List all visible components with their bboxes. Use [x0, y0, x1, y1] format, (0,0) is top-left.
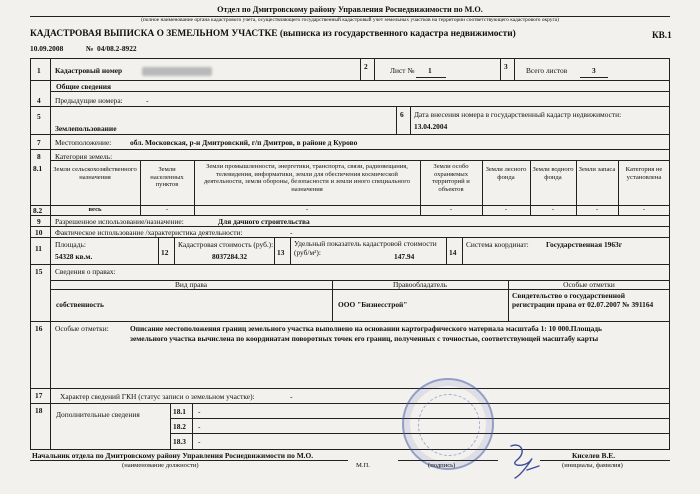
signature-caption: (подпись): [428, 462, 456, 469]
rights-notes-value: Свидетельство о государственной регистрации права от 02.07.2007 № 391164: [512, 291, 654, 309]
category-reserve: Земли запаса: [578, 166, 616, 173]
category-water: Земли водного фонда: [532, 166, 574, 181]
cadastral-value-label: Кадастровая стоимость (руб.):: [178, 240, 274, 249]
organization-name: Отдел по Дмитровскому району Управления Роснедвижимости по М.О.: [217, 5, 483, 14]
special-notes-label: Особые отметки:: [55, 324, 109, 333]
row-18-3-number: 18.3: [173, 437, 186, 446]
additional-info-label: Дополнительные сведения: [56, 410, 140, 419]
row-4-number: 4: [37, 96, 41, 105]
row-17-number: 17: [35, 391, 43, 400]
row-6-number: 6: [400, 110, 404, 119]
row-18-1-value: -: [198, 407, 201, 416]
row-10-number: 10: [35, 228, 43, 237]
row-16-number: 16: [35, 324, 43, 333]
row-14-number: 14: [449, 248, 457, 257]
row-5-number: 5: [37, 112, 41, 121]
location-label: Местоположение:: [55, 138, 112, 147]
cadastral-number-redacted: [142, 67, 212, 76]
rights-label: Сведения о правах:: [55, 267, 116, 276]
row-18-3-value: -: [198, 437, 201, 446]
number-column-divider: [50, 58, 51, 450]
cadastral-value: 8037284.32: [212, 252, 248, 261]
row-18-2-number: 18.2: [173, 422, 186, 431]
category-value-settlements: -: [165, 206, 169, 213]
rights-holder-header: Правообладатель: [392, 280, 448, 289]
document-title: КАДАСТРОВАЯ ВЫПИСКА О ЗЕМЕЛЬНОМ УЧАСТКЕ (выписка из государственного кадастра недвижимости): [30, 29, 516, 39]
category-protected: Земли особо охраняемых территорий и объектов: [432, 163, 470, 193]
document-number: 04/08.2-8922: [97, 44, 137, 53]
actual-use-label: Фактическое использование /характеристика деятельности:: [55, 228, 243, 237]
area-value: 54328 кв.м.: [55, 252, 93, 261]
general-info-heading: Общие сведения: [56, 82, 112, 91]
coordinate-system-label: Система координат:: [466, 240, 529, 249]
category-value-water: -: [551, 206, 555, 213]
area-label: Площадь:: [55, 240, 86, 249]
org-caption: (полное наименование органа кадастрового учета, осуществляющего государственный кадастровый учет земельных участков на территории соответствующего кадастрового округа): [141, 17, 559, 23]
row-12-number: 12: [161, 248, 169, 257]
row-13-number: 13: [277, 248, 285, 257]
location-value: обл. Московская, р-н Дмитровский, г/п Дмитров, в районе д Курово: [130, 138, 358, 147]
land-use-type: Землепользование: [55, 124, 117, 133]
category-value-forest: -: [504, 206, 508, 213]
rights-type-value: собственность: [56, 300, 104, 309]
land-category-label: Категория земель:: [55, 152, 113, 161]
position-caption: (наименование должности): [122, 462, 199, 469]
actual-use-value: -: [290, 228, 293, 237]
row-18-1-number: 18.1: [173, 407, 186, 416]
number-label: №: [86, 44, 94, 53]
row-2-number: 2: [364, 62, 368, 71]
category-settlements: Земли населенных пунктов: [150, 166, 184, 189]
previous-numbers-value: -: [146, 96, 149, 105]
coordinate-system-value: Государственная 1963г: [546, 240, 623, 249]
unit-value-label: Удельный показатель кадастровой стоимости (руб/м²):: [294, 239, 437, 257]
row-3-number: 3: [504, 62, 508, 71]
form-code: КВ.1: [652, 30, 672, 40]
row-8-2-number: 8.2: [33, 206, 43, 215]
category-not-set: Категория не установлена: [625, 166, 663, 181]
record-status-label: Характер сведений ГКН (статус записи о земельном участке):: [60, 392, 255, 401]
category-value-protected: -: [449, 206, 453, 213]
document-date: 10.09.2008: [30, 44, 64, 53]
total-sheets-label: Всего листов: [526, 66, 568, 75]
name-caption: (инициалы, фамилия): [562, 462, 623, 469]
category-industry: Земли промышленности, энергетики, транспорта, связи, радиовещания, телевидения, информатики, земли для обеспечения космической деятельности, земли обороны, безопасности и земли иного специального назначения: [203, 163, 411, 193]
seal-placeholder: М.П.: [356, 462, 370, 469]
row-18-number: 18: [35, 406, 43, 415]
row-8-number: 8: [37, 152, 41, 161]
previous-numbers-label: Предыдущие номера:: [55, 96, 123, 105]
rights-type-header: Вид права: [174, 280, 208, 289]
permitted-use-label: Разрешенное использование/назначение:: [55, 217, 184, 226]
rights-notes-header: Особые отметки: [563, 280, 615, 289]
total-sheets-value: 3: [592, 66, 596, 75]
row-15-number: 15: [35, 267, 43, 276]
signature: [505, 440, 545, 482]
row-1-number: 1: [37, 66, 41, 75]
row-8-1-number: 8.1: [33, 164, 43, 173]
permitted-use-value: Для дачного строительства: [218, 217, 310, 226]
official-position: Начальник отдела по Дмитровскому району Управления Роснедвижимости по М.О.: [32, 451, 314, 460]
row-18-2-value: -: [198, 422, 201, 431]
sheet-number: 1: [428, 66, 432, 75]
category-value-industry: -: [305, 206, 309, 213]
special-notes-value: Описание местоположения границ земельного участка выполнено на основании картографического материала масштаба 1: 10 000.Площадь земельного участка вычислена по координатам поворотных точек его границ, полученных с точностью, соответствующей масштабу карты: [130, 324, 602, 343]
registration-date-value: 13.04.2004: [414, 122, 448, 131]
official-seal: [402, 378, 494, 470]
record-status-value: -: [290, 392, 293, 401]
registration-date-label: Дата внесения номера в государственный кадастр недвижимости:: [414, 110, 622, 119]
sheet-label: Лист №: [390, 66, 415, 75]
category-forest: Земли лесного фонда: [485, 166, 527, 181]
unit-value: 147.94: [394, 252, 415, 261]
cadastral-number-label: Кадастровый номер: [55, 66, 123, 75]
official-name: Киселев В.Е.: [572, 451, 616, 460]
category-value-not-set: -: [642, 206, 646, 213]
row-7-number: 7: [37, 138, 41, 147]
category-agricultural: Земли сельскохозяйственного назначения: [53, 166, 137, 181]
category-value-reserve: -: [595, 206, 599, 213]
row-9-number: 9: [37, 217, 41, 226]
row-11-number: 11: [35, 244, 42, 253]
category-value-agricultural: весь: [88, 206, 102, 213]
rights-holder-value: ООО "Бизнесстрой": [338, 300, 408, 309]
